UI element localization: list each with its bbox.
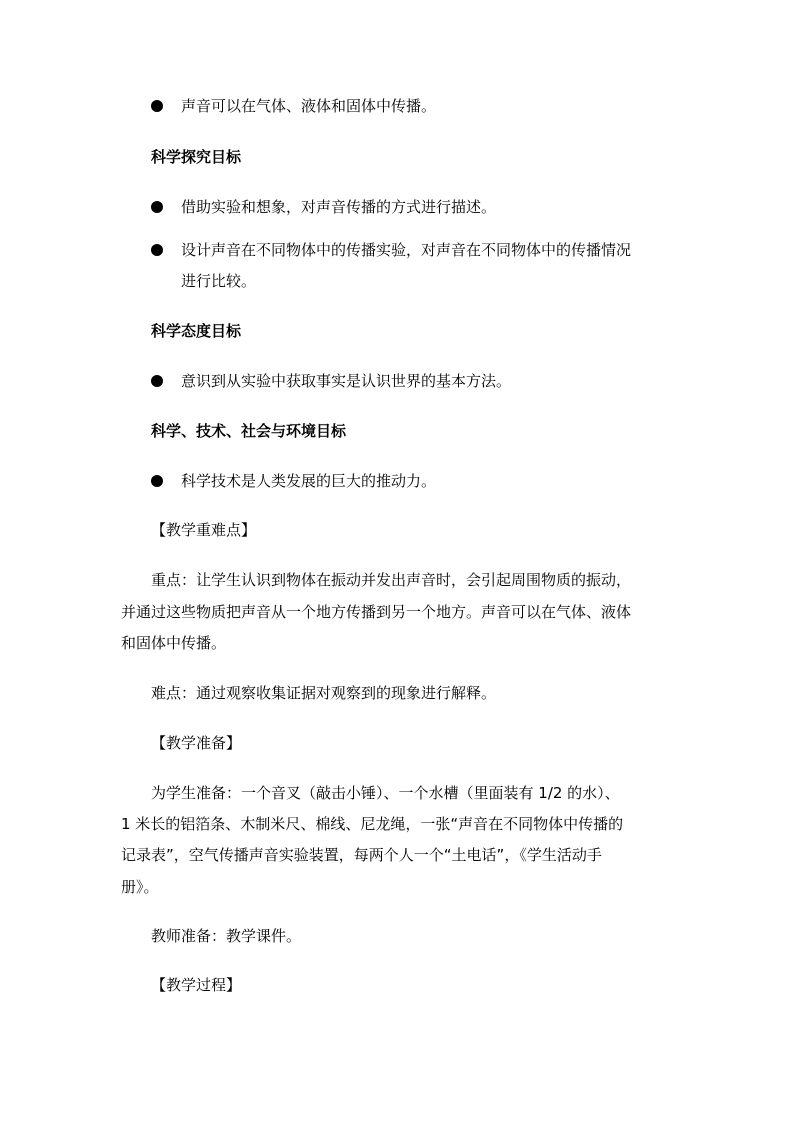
section-heading-attitude: 科学态度目标 [151, 322, 242, 340]
list-item: 设计声音在不同物体中的传播实验，对声音在不同物体中的传播情况 [181, 241, 632, 259]
paragraph-line: 重点：让学生认识到物体在振动并发出声音时，会引起周围物质的振动， [151, 571, 632, 589]
section-title-process: 【教学过程】 [151, 976, 242, 994]
list-item: 意识到从实验中获取事实是认识世界的基本方法。 [181, 372, 512, 390]
list-item-continuation: 进行比较。 [181, 272, 257, 290]
paragraph-line: 1 米长的铝箔条、木制米尺、棉线、尼龙绳，一张“声音在不同物体中传播的 [121, 815, 624, 833]
paragraph-line: 和固体中传播。 [121, 634, 227, 652]
bullet-icon [151, 475, 163, 487]
section-title-key-points: 【教学重难点】 [151, 521, 257, 539]
paragraph-line: 难点：通过观察收集证据对观察到的现象进行解释。 [151, 684, 497, 702]
bullet-icon [151, 244, 163, 256]
section-title-preparation: 【教学准备】 [151, 734, 242, 752]
section-heading-inquiry: 科学探究目标 [151, 148, 242, 166]
list-item: 声音可以在气体、液体和固体中传播。 [181, 97, 437, 115]
bullet-icon [151, 201, 163, 213]
section-heading-sts: 科学、技术、社会与环境目标 [151, 422, 347, 440]
paragraph-line: 记录表”，空气传播声音实验装置，每两个人一个“土电话”，《学生活动手 [121, 846, 602, 864]
bullet-icon [151, 375, 163, 387]
paragraph-line: 教师准备：教学课件。 [151, 927, 302, 945]
list-item: 借助实验和想象，对声音传播的方式进行描述。 [181, 198, 497, 216]
list-item: 科学技术是人类发展的巨大的推动力。 [181, 472, 437, 490]
paragraph-line: 册》。 [121, 878, 159, 896]
paragraph-line: 为学生准备：一个音叉（敲击小锤）、一个水槽（里面装有 1/2 的水）、 [151, 784, 620, 802]
paragraph-line: 并通过这些物质把声音从一个地方传播到另一个地方。声音可以在气体、液体 [121, 603, 632, 621]
bullet-icon [151, 100, 163, 112]
